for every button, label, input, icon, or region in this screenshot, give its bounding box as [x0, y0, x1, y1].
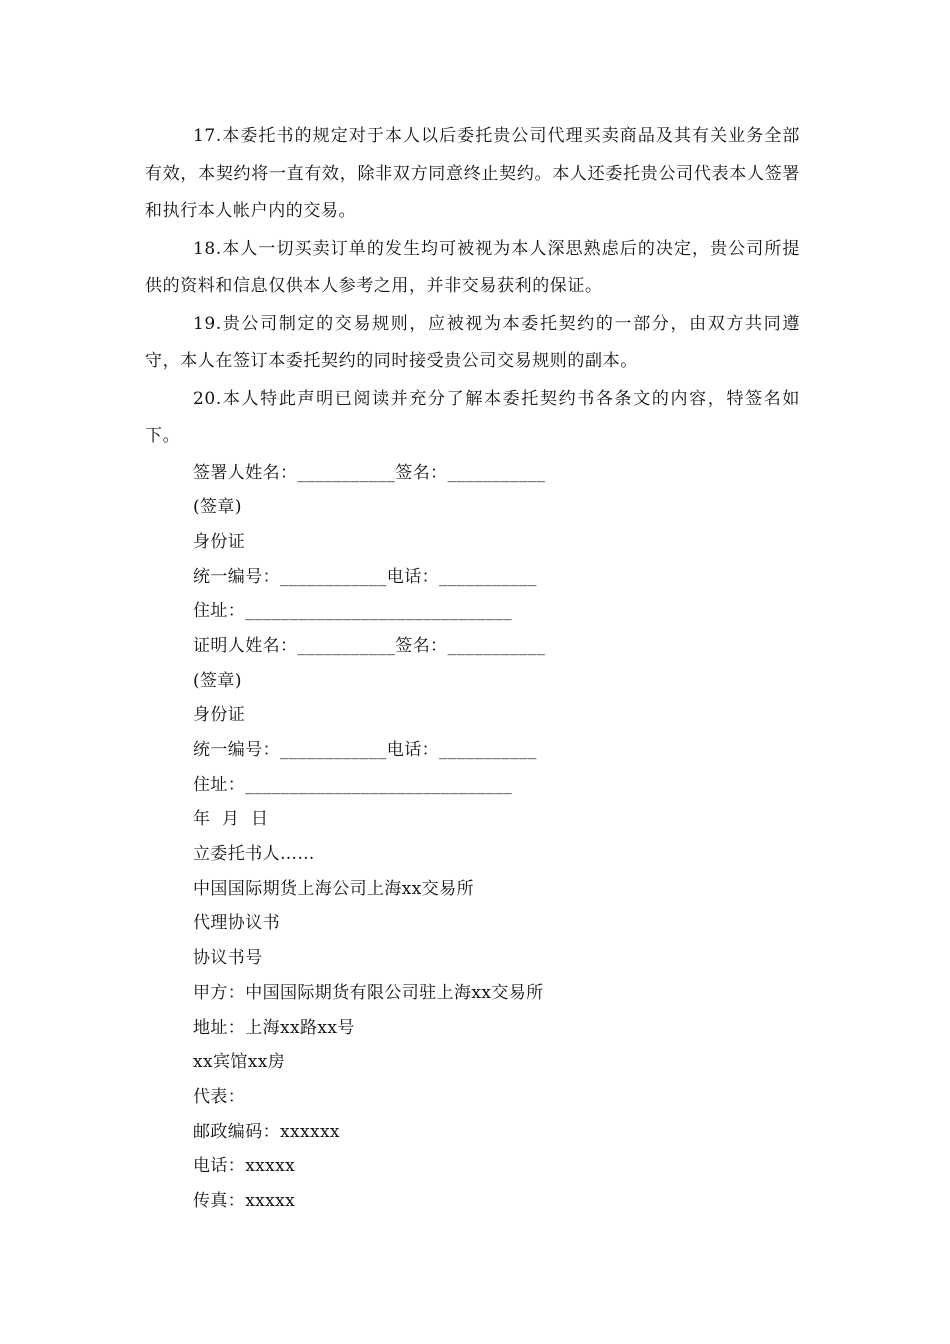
agreement-fax: 传真：xxxxx: [193, 1190, 296, 1211]
clause-18: 18.本人一切买卖订单的发生均可被视为本人深思熟虑后的决定，贵公司所提供的资料和信息仅供本人参考之用，并非交易获利的保证。: [145, 238, 800, 296]
signer-seal: (签章): [193, 497, 242, 518]
agreement-doc-title: 代理协议书: [193, 913, 280, 934]
clause-17: 17.本委托书的规定对于本人以后委托贵公司代理买卖商品及其有关业务全部有效，本契约将一直有效，除非双方同意终止契约。本人还委托贵公司代表本人签署和执行本人帐户内的交易。: [145, 126, 800, 221]
document-body: [145, 118, 800, 1219]
signer-id-card: 身份证: [193, 531, 246, 552]
agreement-doc-number: 协议书号: [193, 948, 263, 969]
witness-id-phone-line: 统一编号：____________电话：___________: [193, 740, 537, 760]
agreement-postal-code: 邮政编码：xxxxxx: [193, 1121, 340, 1142]
agreement-address-2: xx宾馆xx房: [193, 1052, 286, 1073]
witness-block: [145, 629, 800, 802]
signer-address-line: 住址：______________________________: [193, 601, 513, 622]
agreement-representative: 代表：: [193, 1086, 246, 1107]
agreement-address: 地址：上海xx路xx号: [193, 1017, 355, 1038]
witness-address-line: 住址：______________________________: [193, 774, 513, 795]
signer-name-line: 签署人姓名：___________签名：___________: [193, 462, 546, 483]
principal-line: 立委托书人……: [193, 844, 315, 865]
clause-19: 19.贵公司制定的交易规则，应被视为本委托契约的一部分，由双方共同遵守，本人在签订本委托契约的同时接受贵公司交易规则的副本。: [145, 313, 800, 371]
witness-name-line: 证明人姓名：___________签名：___________: [193, 635, 546, 656]
agreement-phone: 电话：xxxxx: [193, 1156, 296, 1177]
date-line: 年 月 日: [193, 809, 269, 830]
witness-seal: (签章): [193, 670, 242, 691]
signer-id-phone-line: 统一编号：____________电话：___________: [193, 566, 537, 587]
agreement-org-title: 中国国际期货上海公司上海xx交易所: [193, 878, 474, 899]
agreement-block: [145, 872, 800, 1219]
clause-20: 20.本人特此声明已阅读并充分了解本委托契约书各条文的内容，特签名如下。: [145, 388, 800, 446]
agreement-party-a: 甲方：中国国际期货有限公司驻上海xx交易所: [193, 982, 544, 1003]
witness-id-card: 身份证: [193, 705, 246, 726]
signer-block: [145, 456, 800, 629]
